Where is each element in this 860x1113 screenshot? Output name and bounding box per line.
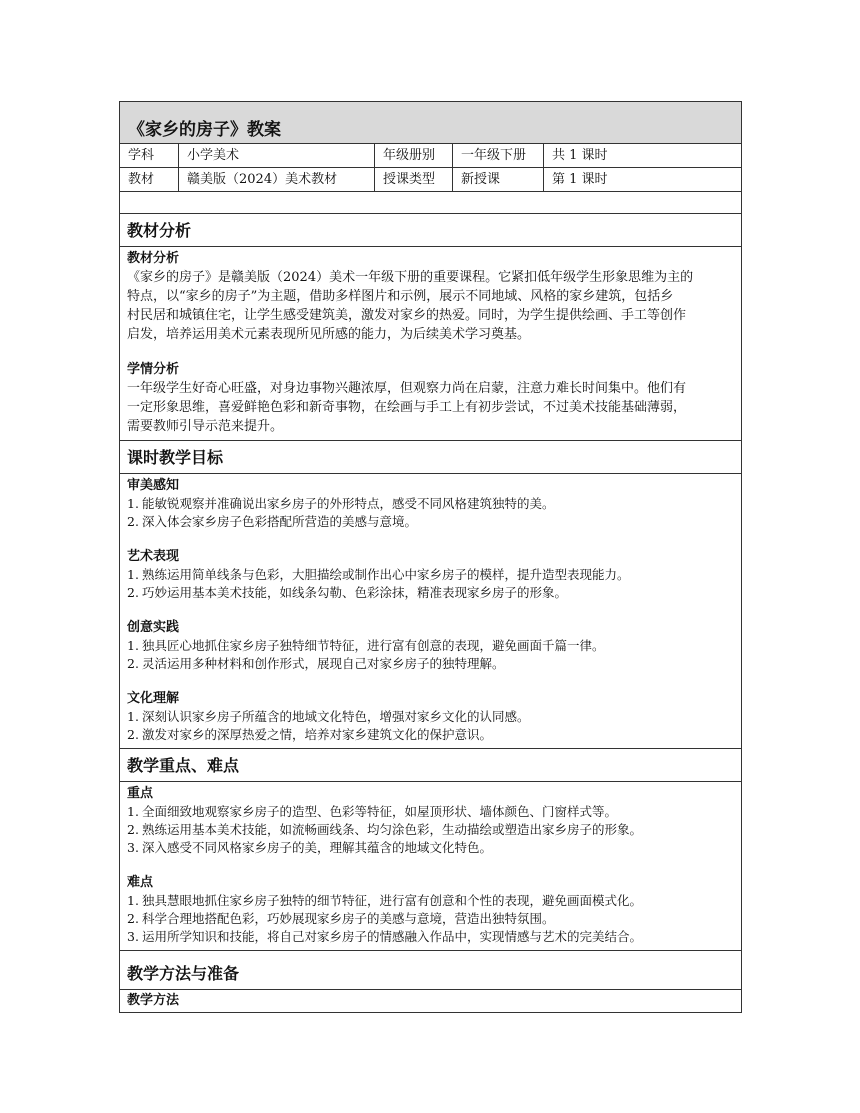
paragraph-gap: [127, 857, 734, 874]
document-title: 《家乡的房子》教案: [120, 102, 741, 144]
goal-group-title: 审美感知: [127, 478, 180, 493]
list-item: 1. 熟练运用简单线条与色彩，大胆描绘或制作出心中家乡房子的模样，提升造型表现能力。: [127, 567, 630, 582]
grade-label: 年级册别: [375, 144, 453, 167]
textbook-value: 赣美版（2024）美术教材: [179, 168, 375, 191]
section-body-methods: [120, 990, 741, 1012]
list-item: 2. 巧妙运用基本美术技能，如线条勾勒、色彩涂抹，精准表现家乡房子的形象。: [127, 585, 568, 600]
text-line: 一定形象思维，喜爱鲜艳色彩和新奇事物，在绘画与手工上有初步尝试，不过美术技能基础薄弱，: [127, 400, 687, 415]
list-item: 1. 独具匠心地抓住家乡房子独特细节特征，进行富有创意的表现，避免画面千篇一律。: [127, 638, 605, 653]
list-item: 3. 深入感受不同风格家乡房子的美，理解其蕴含的地域文化特色。: [127, 840, 493, 855]
subject-label: 学科: [120, 144, 179, 167]
info-row-1: [120, 144, 741, 168]
subject-value: 小学美术: [179, 144, 375, 167]
section-heading-goals: 课时教学目标: [120, 441, 741, 474]
lesson-type-label: 授课类型: [375, 168, 453, 191]
current-period: 第 1 课时: [552, 172, 608, 187]
learner-analysis-text: [127, 379, 734, 436]
paragraph-gap: [127, 602, 734, 619]
grade-value: 一年级下册: [453, 144, 544, 167]
text-line: 启发，培养运用美术元素表现所见所感的能力，为后续美术学习奠基。: [127, 327, 531, 342]
list-item: 2. 深入体会家乡房子色彩搭配所营造的美感与意境。: [127, 514, 418, 529]
list-item: 3. 运用所学知识和技能，将自己对家乡房子的情感融入作品中，实现情感与艺术的完美结合。: [127, 929, 643, 944]
list-item: 1. 独具慧眼地抓住家乡房子独特的细节特征，进行富有创意和个性的表现，避免画面模式化。: [127, 893, 643, 908]
list-item: 1. 全面细致地观察家乡房子的造型、色彩等特征，如屋顶形状、墙体颜色、门窗样式等。: [127, 804, 618, 819]
paragraph-gap: [127, 344, 734, 361]
textbook-label: 教材: [120, 168, 179, 191]
paragraph-gap: [127, 531, 734, 548]
total-periods: 共 1 课时: [552, 148, 608, 163]
text-line: 一年级学生好奇心旺盛，对身边事物兴趣浓厚，但观察力尚在启蒙，注意力难长时间集中。他们有: [127, 381, 687, 396]
goal-group-title: 创意实践: [127, 620, 180, 635]
goal-group-title: 艺术表现: [127, 549, 180, 564]
subheading-textbook-analysis: 教材分析: [127, 251, 180, 266]
text-line: 《家乡的房子》是赣美版（2024）美术一年级下册的重要课程。它紧扣低年级学生形象思维为主的: [127, 270, 694, 285]
section-body-analysis: [120, 247, 741, 441]
lesson-plan-page: [119, 101, 742, 1013]
list-item: 2. 熟练运用基本美术技能，如流畅画线条、均匀涂色彩，生动描绘或塑造出家乡房子的形象。: [127, 822, 643, 837]
text-line: 特点，以“家乡的房子”为主题，借助多样图片和示例，展示不同地域、风格的家乡建筑，包括乡: [127, 289, 674, 304]
textbook-analysis-text: [127, 268, 734, 344]
section-heading-analysis: 教材分析: [120, 214, 741, 247]
lesson-plan-table: [119, 101, 742, 1013]
keypoint-group-title: 难点: [127, 875, 154, 890]
lesson-type-value: 新授课: [453, 168, 544, 191]
paragraph-gap: [127, 673, 734, 690]
keypoint-group-title: 重点: [127, 786, 154, 801]
list-item: 1. 能敏锐观察并准确说出家乡房子的外形特点，感受不同风格建筑独特的美。: [127, 496, 555, 511]
section-body-keypoints: [120, 782, 741, 951]
text-line: 需要教师引导示范来提升。: [127, 419, 284, 434]
list-item: 2. 激发对家乡的深厚热爱之情，培养对家乡建筑文化的保护意识。: [127, 727, 493, 742]
subheading-learner-analysis: 学情分析: [127, 362, 180, 377]
spacer-row: [120, 192, 741, 214]
goal-group-title: 文化理解: [127, 691, 180, 706]
section-body-goals: [120, 474, 741, 749]
list-item: 1. 深刻认识家乡房子所蕴含的地域文化特色，增强对家乡文化的认同感。: [127, 709, 530, 724]
list-item: 2. 灵活运用多种材料和创作形式，展现自己对家乡房子的独特理解。: [127, 656, 505, 671]
section-heading-keypoints: 教学重点、难点: [120, 749, 741, 782]
subheading-teaching-methods: 教学方法: [127, 993, 180, 1008]
list-item: 2. 科学合理地搭配色彩，巧妙展现家乡房子的美感与意境，营造出独特氛围。: [127, 911, 555, 926]
section-heading-methods: 教学方法与准备: [120, 951, 741, 990]
info-row-2: [120, 168, 741, 192]
text-line: 村民居和城镇住宅，让学生感受建筑美，激发对家乡的热爱。同时，为学生提供绘画、手工等创作: [127, 308, 687, 323]
